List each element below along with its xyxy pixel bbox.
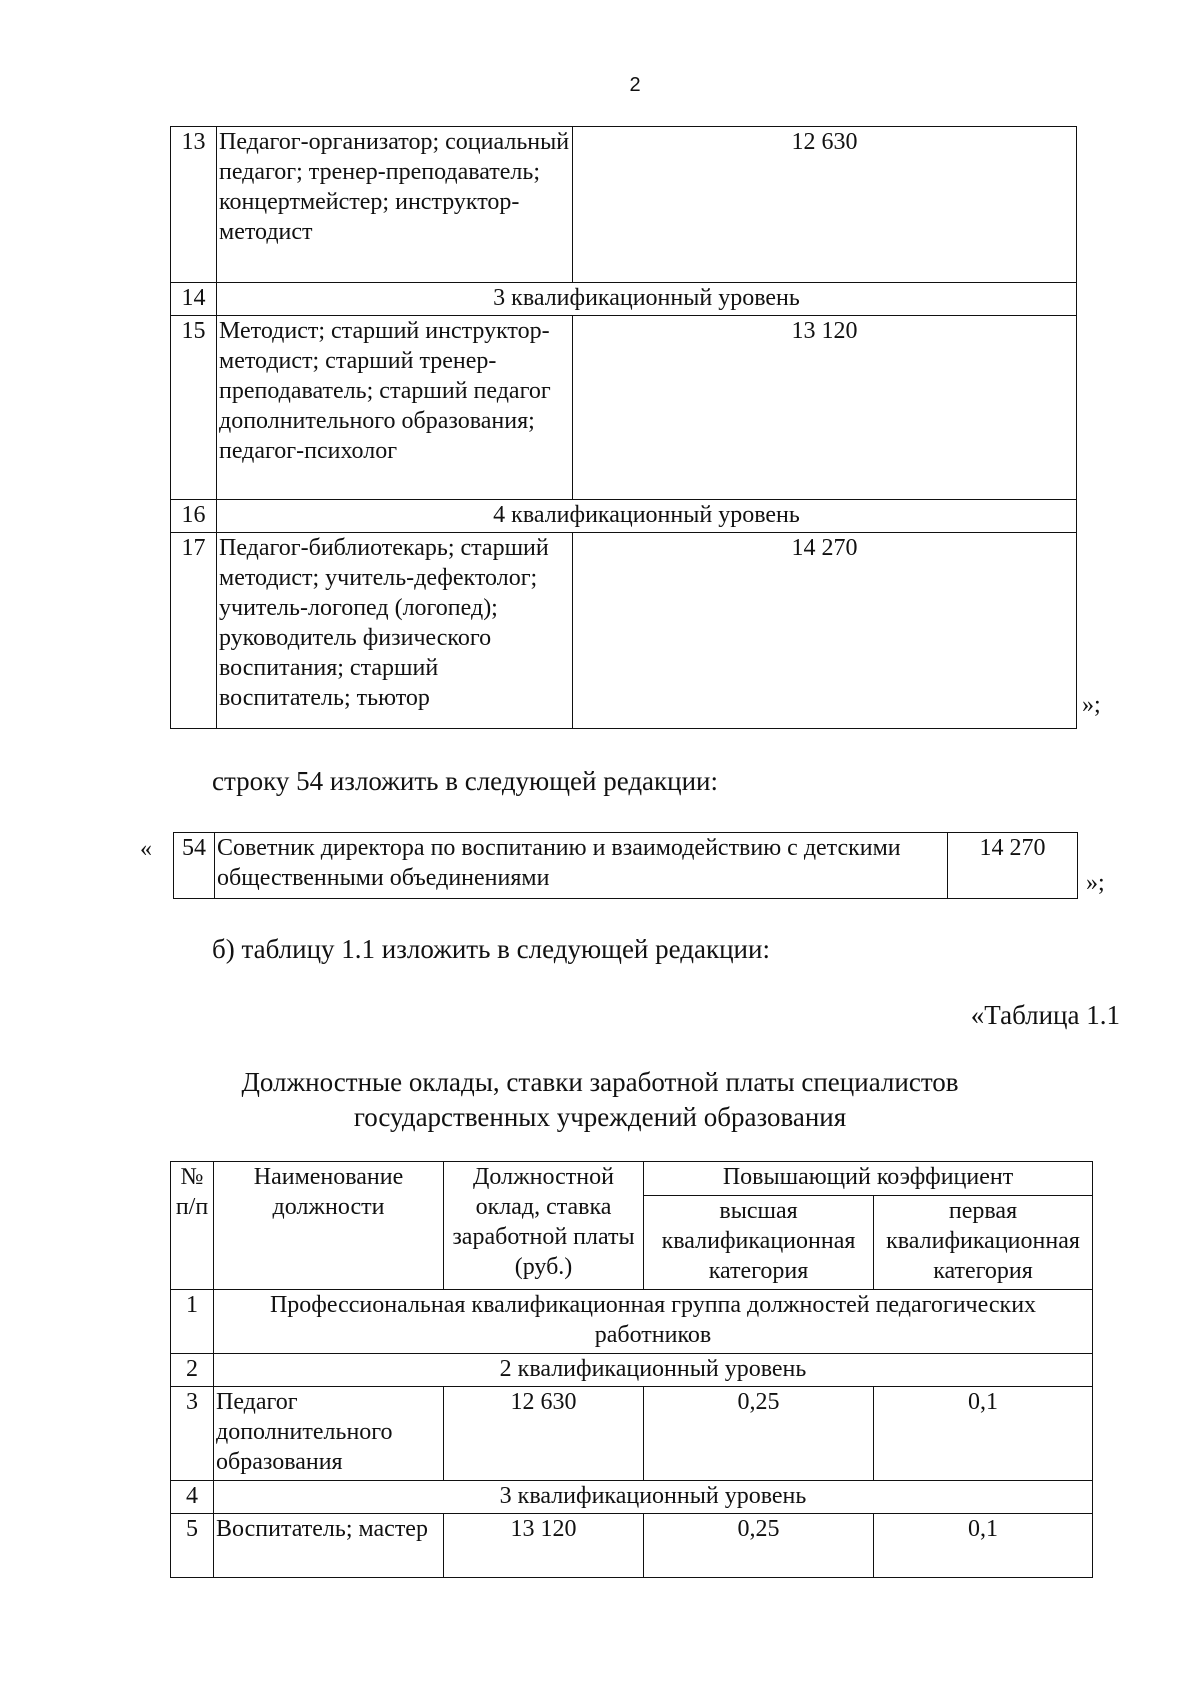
header-coefficient: Повышающий коэффициент — [644, 1162, 1093, 1196]
qualification-level: 4 квалификационный уровень — [217, 500, 1077, 533]
table-row — [171, 316, 1077, 500]
table-label: «Таблица 1.1 — [970, 1000, 1120, 1030]
table-row — [171, 127, 1077, 283]
header-position: Наименование должности — [214, 1162, 444, 1290]
table-row — [171, 283, 1077, 316]
table-1-1 — [170, 1161, 1093, 1578]
row-number: 54 — [174, 833, 215, 899]
header-salary: Должностной оклад, ставка заработной платы (руб.) — [444, 1162, 644, 1290]
salary-value: 12 630 — [573, 127, 1077, 283]
row-number: 4 — [171, 1481, 214, 1514]
salary-value: 14 270 — [573, 533, 1077, 729]
position-name: Советник директора по воспитанию и взаимодействию с детскими общественными объединениями — [215, 833, 948, 899]
table-row — [171, 1290, 1093, 1354]
salary-value: 13 120 — [573, 316, 1077, 500]
coef-high-value: 0,25 — [644, 1387, 874, 1481]
table-row — [174, 833, 1078, 899]
table-row — [171, 500, 1077, 533]
table-title-line: государственных учреждений образования — [353, 1102, 847, 1132]
position-name: Воспитатель; мастер — [214, 1514, 444, 1578]
closing-quote: »; — [1086, 870, 1105, 896]
salary-value: 14 270 — [948, 833, 1078, 899]
group-title: Профессиональная квалификационная группа должностей педагогических работников — [214, 1290, 1093, 1354]
row54-table — [173, 832, 1078, 899]
row-number: 5 — [171, 1514, 214, 1578]
row-number: 2 — [171, 1354, 214, 1387]
qualification-level: 3 квалификационный уровень — [214, 1481, 1093, 1514]
row-number: 14 — [171, 283, 217, 316]
salary-value: 13 120 — [444, 1514, 644, 1578]
qualification-level: 2 квалификационный уровень — [214, 1354, 1093, 1387]
row-number: 16 — [171, 500, 217, 533]
table-row — [171, 533, 1077, 729]
salary-value: 12 630 — [444, 1387, 644, 1481]
table-title-line: Должностные оклады, ставки заработной платы специалистов — [241, 1067, 959, 1097]
paragraph-table11: б) таблицу 1.1 изложить в следующей редакции: — [212, 934, 770, 964]
opening-quote: « — [140, 836, 152, 862]
row-number: 15 — [171, 316, 217, 500]
position-name: Методист; старший инструктор-методист; старший тренер-преподаватель; старший педагог дополнительного образования; педагог-психолог — [217, 316, 573, 500]
qualification-level: 3 квалификационный уровень — [217, 283, 1077, 316]
header-coef-high: высшая квалификационная категория — [644, 1196, 874, 1290]
position-name: Педагог-библиотекарь; старший методист; учитель-дефектолог; учитель-логопед (логопед); руководитель физического воспитания; старший воспитатель; тьютор — [217, 533, 573, 729]
page-number: 2 — [629, 74, 641, 96]
coef-high-value: 0,25 — [644, 1514, 874, 1578]
position-name: Педагог-организатор; социальный педагог; тренер-преподаватель; концертмейстер; инструктор-методист — [217, 127, 573, 283]
table-row — [171, 1514, 1093, 1578]
row-number: 13 — [171, 127, 217, 283]
row-number: 3 — [171, 1387, 214, 1481]
paragraph-row54: строку 54 изложить в следующей редакции: — [212, 766, 719, 796]
table-row — [171, 1354, 1093, 1387]
row-number: 17 — [171, 533, 217, 729]
position-name: Педагог дополнительного образования — [214, 1387, 444, 1481]
table-title — [0, 1065, 1200, 1135]
header-number: № п/п — [171, 1162, 214, 1290]
coef-first-value: 0,1 — [874, 1514, 1093, 1578]
table-header-row — [171, 1162, 1093, 1196]
table-row — [171, 1387, 1093, 1481]
table-row — [171, 1481, 1093, 1514]
salary-table-continuation — [170, 126, 1077, 729]
header-coef-first: первая квалификационная категория — [874, 1196, 1093, 1290]
row-number: 1 — [171, 1290, 214, 1354]
coef-first-value: 0,1 — [874, 1387, 1093, 1481]
closing-quote: »; — [1082, 692, 1101, 718]
